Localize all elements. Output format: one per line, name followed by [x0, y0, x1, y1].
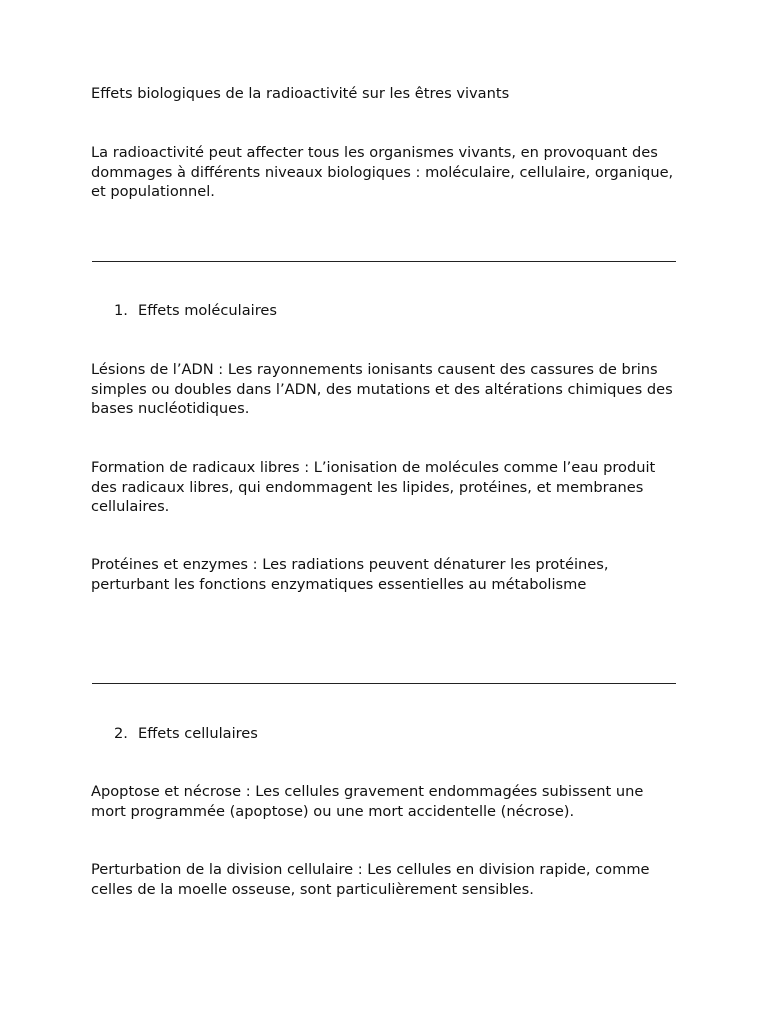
intro-paragraph: La radioactivité peut affecter tous les organismes vivants, en provoquant des dommages à différents niveaux biologiques : moléculaire, cellulaire, organique, et populationnel. [91, 144, 674, 200]
paragraph-apoptosis-necrosis: Apoptose et nécrose : Les cellules gravement endommagées subissent une mort programmée (apoptose) ou une mort accidentelle (nécrose). [91, 783, 644, 820]
section-heading-label: Effets cellulaires [138, 725, 258, 742]
horizontal-divider [92, 683, 676, 684]
document-title: Effets biologiques de la radioactivité sur les êtres vivants [91, 85, 510, 102]
paragraph-free-radicals: Formation de radicaux libres : L’ionisation de molécules comme l’eau produit des radicaux libres, qui endommagent les lipides, protéines, et membranes cellulaires. [91, 459, 656, 515]
paragraph-cell-division: Perturbation de la division cellulaire : Les cellules en division rapide, comme celles de la moelle osseuse, sont particulièrement sensibles. [91, 861, 650, 898]
list-number: 2. [114, 725, 128, 742]
list-number: 1. [114, 302, 128, 319]
section-heading-cellular [114, 724, 258, 744]
paragraph-adn-lesions: Lésions de l’ADN : Les rayonnements ionisants causent des cassures de brins simples ou doubles dans l’ADN, des mutations et des altérations chimiques des bases nucléotidiques. [91, 361, 673, 417]
horizontal-divider [92, 261, 676, 262]
paragraph-proteins-enzymes: Protéines et enzymes : Les radiations peuvent dénaturer les protéines, perturbant les fonctions enzymatiques essentielles au métabolisme [91, 556, 609, 593]
section-heading-molecular [114, 301, 277, 321]
section-heading-label: Effets moléculaires [138, 302, 277, 319]
